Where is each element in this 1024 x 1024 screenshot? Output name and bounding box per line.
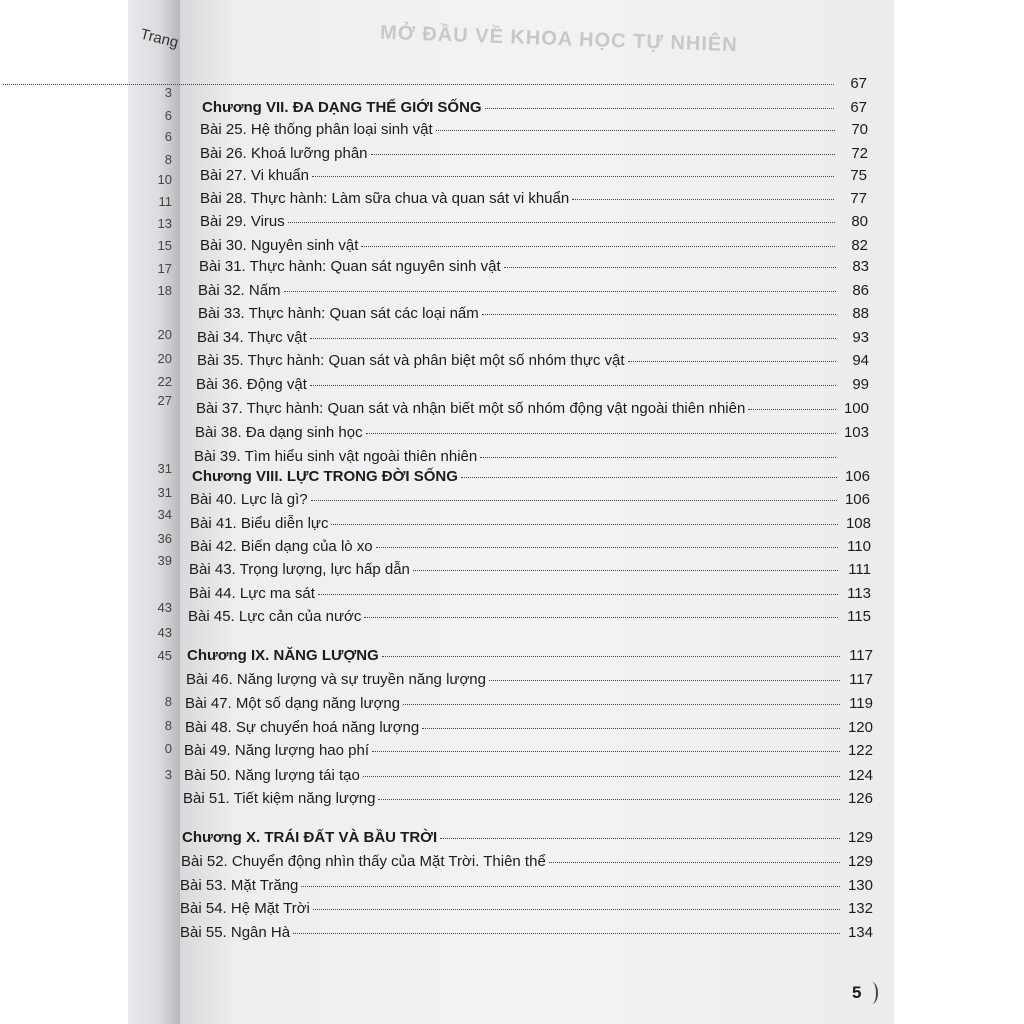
lesson-title: Bài 25. Hệ thống phân loại sinh vật: [200, 121, 433, 138]
page-ref: 75: [850, 167, 867, 184]
toc-row: [188, 608, 871, 625]
dot-leader: [310, 385, 836, 386]
page-ref: 120: [847, 719, 873, 736]
toc-chapter-row: [192, 468, 870, 485]
chapter-title: Chương VIII. LỰC TRONG ĐỜI SỐNG: [192, 468, 458, 485]
lesson-title: Bài 35. Thực hành: Quan sát và phân biệt một số nhóm thực vật: [197, 352, 625, 369]
lesson-title: Bài 27. Vi khuẩn: [200, 167, 309, 184]
left-page-number: 8: [164, 694, 172, 709]
left-page-number: 17: [157, 261, 172, 276]
left-page-number: 6: [164, 108, 172, 123]
toc-row: [196, 376, 869, 393]
lesson-title: Bài 44. Lực ma sát: [189, 585, 315, 602]
dot-leader: [301, 886, 840, 887]
lesson-title: Bài 29. Virus: [200, 213, 285, 230]
toc-row: [198, 305, 869, 322]
dot-leader: [312, 176, 834, 177]
page-ref: 108: [845, 515, 871, 532]
left-page-number: 10: [157, 172, 172, 187]
dot-leader: [376, 547, 838, 548]
left-page-number: 39: [157, 553, 172, 568]
left-page-number: 31: [157, 461, 172, 476]
dot-leader: [628, 361, 836, 362]
toc-row: [186, 671, 873, 688]
left-page-number: 8: [164, 718, 172, 733]
lesson-title: Bài 37. Thực hành: Quan sát và nhận biết một số nhóm động vật ngoài thiên nhiên: [196, 400, 746, 417]
left-page-number: 43: [157, 625, 172, 640]
page-ref: 111: [848, 561, 871, 578]
page-ref: 110: [847, 538, 871, 555]
lesson-title: Bài 46. Năng lượng và sự truyền năng lượng: [186, 671, 486, 688]
dot-leader: [363, 776, 840, 777]
toc-row: [180, 877, 873, 894]
toc-row: [195, 424, 869, 441]
left-page-number: 43: [157, 600, 172, 615]
lesson-title: Bài 34. Thực vật: [197, 329, 307, 346]
lesson-title: Bài 52. Chuyển động nhìn thấy của Mặt Trời. Thiên thể: [181, 853, 546, 870]
dot-leader: [422, 728, 840, 729]
dot-leader: [311, 500, 837, 501]
dot-leader: [288, 222, 835, 223]
toc-row: [200, 167, 867, 184]
left-page-number: 15: [157, 238, 172, 253]
left-page-number: 22: [157, 374, 172, 389]
page-ref: 122: [847, 742, 873, 759]
lesson-title: Bài 45. Lực cản của nước: [188, 608, 362, 625]
lesson-title: Bài 41. Biểu diễn lực: [190, 515, 329, 532]
toc-row: [198, 282, 869, 299]
lesson-title: Bài 53. Mặt Trăng: [180, 877, 299, 894]
chapter-title: Chương X. TRÁI ĐẤT VÀ BẦU TRỜI: [182, 829, 438, 846]
lesson-title: Bài 47. Một số dạng năng lượng: [185, 695, 401, 712]
left-page-number: 8: [164, 152, 172, 167]
page-ref: 86: [852, 282, 869, 299]
toc-row: [200, 145, 868, 162]
toc-row: [194, 448, 869, 465]
toc-row: [190, 515, 871, 532]
lesson-title: Bài 43. Trọng lượng, lực hấp dẫn: [189, 561, 410, 578]
toc-row: [190, 538, 871, 555]
toc-row: [185, 695, 873, 712]
page-ref: 88: [852, 305, 869, 322]
page-ref: 134: [847, 924, 873, 941]
lesson-title: Bài 33. Thực hành: Quan sát các loại nấm: [198, 305, 479, 322]
lesson-title: Bài 48. Sự chuyển hoá năng lượng: [185, 719, 420, 736]
lesson-title: Bài 42. Biến dạng của lò xo: [190, 538, 373, 555]
page-ref: 106: [844, 491, 870, 508]
toc-row: [197, 329, 869, 346]
left-page-number: 45: [157, 648, 172, 663]
toc-row: [185, 719, 873, 736]
dot-leader: [378, 799, 840, 800]
page-ref: 99: [852, 376, 869, 393]
dot-leader: [461, 477, 837, 478]
page-ref: 70: [851, 121, 868, 138]
dot-leader: [313, 909, 840, 910]
dot-leader: [480, 457, 836, 458]
chapter-title: Chương IX. NĂNG LƯỢNG: [187, 647, 379, 664]
page-number-bracket: [866, 982, 878, 1004]
lesson-title: Bài 38. Đa dạng sinh học: [195, 424, 363, 441]
left-page-number: 6: [164, 129, 172, 144]
toc-row: [0, 75, 867, 92]
left-page-number: 11: [158, 194, 172, 209]
dot-leader: [482, 314, 836, 315]
lesson-title: Bài 40. Lực là gì?: [190, 491, 308, 508]
lesson-title: Bài 32. Nấm: [198, 282, 281, 299]
lesson-title: Bài 36. Động vật: [196, 376, 307, 393]
dot-leader: [371, 154, 836, 155]
page-ref: 117: [849, 647, 873, 664]
dot-leader: [293, 933, 840, 934]
lesson-title: Bài 50. Năng lượng tái tạo: [184, 767, 360, 784]
left-page-number: 18: [157, 283, 172, 298]
dot-leader: [572, 199, 834, 200]
toc-row: [180, 900, 873, 917]
dot-leader: [489, 680, 840, 681]
dot-leader: [3, 84, 834, 85]
left-page-number: 36: [157, 531, 172, 546]
toc-row: [180, 924, 873, 941]
page-ref: 126: [847, 790, 873, 807]
page-ref: 103: [843, 424, 869, 441]
dot-leader: [485, 108, 834, 109]
toc-row: [196, 400, 869, 417]
dot-leader: [310, 338, 836, 339]
lesson-title: Bài 49. Năng lượng hao phí: [184, 742, 370, 759]
page-ref: 129: [847, 853, 873, 870]
left-page-edge: [128, 0, 180, 1024]
page-ref: 80: [851, 213, 868, 230]
left-page-number: 27: [157, 393, 172, 408]
toc-chapter-row: [182, 829, 873, 846]
page-ref: 130: [847, 877, 873, 894]
toc-row: [189, 561, 871, 578]
toc-row: [200, 190, 867, 207]
left-page-number: 31: [157, 485, 172, 500]
left-page-number: 3: [164, 767, 172, 782]
page-ref: 124: [847, 767, 873, 784]
dot-leader: [361, 246, 835, 247]
dot-leader: [440, 838, 840, 839]
page-ref: 82: [851, 237, 868, 254]
bleed-through-heading: MỞ ĐẦU VỀ KHOA HỌC TỰ NHIÊN: [379, 21, 738, 57]
dot-leader: [382, 656, 840, 657]
background: [894, 0, 1024, 1024]
dot-leader: [318, 594, 838, 595]
toc-row: [190, 491, 870, 508]
lesson-title: Bài 51. Tiết kiệm năng lượng: [183, 790, 376, 807]
lesson-title: Bài 31. Thực hành: Quan sát nguyên sinh vật: [199, 258, 501, 275]
left-page-number: 34: [157, 507, 172, 522]
chapter-title: Chương VII. ĐA DẠNG THẾ GIỚI SỐNG: [202, 99, 482, 116]
toc-row: [184, 742, 873, 759]
toc-row: [183, 790, 873, 807]
dot-leader: [364, 617, 838, 618]
toc-row: [200, 121, 868, 138]
page-ref: 113: [847, 585, 871, 602]
page-ref: 115: [847, 608, 871, 625]
page-ref: 93: [852, 329, 869, 346]
toc-row: [184, 767, 873, 784]
page-ref: 119: [849, 695, 873, 712]
left-page-number: 3: [164, 85, 172, 100]
dot-leader: [403, 704, 840, 705]
lesson-title: Bài 26. Khoá lưỡng phân: [200, 145, 368, 162]
toc-row: [199, 258, 869, 275]
dot-leader: [366, 433, 836, 434]
lesson-title: Bài 54. Hệ Mặt Trời: [180, 900, 310, 917]
page-ref: 117: [849, 671, 873, 688]
dot-leader: [331, 524, 838, 525]
dot-leader: [413, 570, 838, 571]
lesson-title: Bài 30. Nguyên sinh vật: [200, 237, 359, 254]
page-ref: 67: [850, 75, 867, 92]
page-ref: 67: [850, 99, 867, 116]
toc-chapter-row: [187, 647, 873, 664]
page-ref: 94: [852, 352, 869, 369]
page-ref: 83: [852, 258, 869, 275]
lesson-title: Bài 55. Ngân Hà: [180, 924, 291, 941]
left-page-number: 0: [164, 741, 172, 756]
left-page-header: Trang: [138, 25, 180, 52]
page-ref: 106: [844, 468, 870, 485]
page-ref: 129: [847, 829, 873, 846]
lesson-title: Bài 39. Tìm hiểu sinh vật ngoài thiên nhiên: [194, 448, 478, 465]
toc-chapter-row: [202, 99, 867, 116]
page-ref: 132: [847, 900, 873, 917]
toc-row: [200, 237, 868, 254]
dot-leader: [504, 267, 836, 268]
page-ref: 100: [843, 400, 869, 417]
left-page-number: 13: [157, 216, 172, 231]
toc-row: [200, 213, 868, 230]
dot-leader: [284, 291, 836, 292]
dot-leader: [549, 862, 840, 863]
page-ref: 72: [851, 145, 868, 162]
page-number: 5: [852, 983, 862, 1002]
left-page-number: 20: [157, 327, 172, 342]
toc-row: [181, 853, 873, 870]
lesson-title: Bài 28. Thực hành: Làm sữa chua và quan sát vi khuẩn: [200, 190, 570, 207]
dot-leader: [436, 130, 835, 131]
dot-leader: [372, 751, 840, 752]
toc-row: [189, 585, 871, 602]
toc-row: [197, 352, 869, 369]
left-page-number: 20: [157, 351, 172, 366]
page-ref: 77: [850, 190, 867, 207]
dot-leader: [748, 409, 836, 410]
